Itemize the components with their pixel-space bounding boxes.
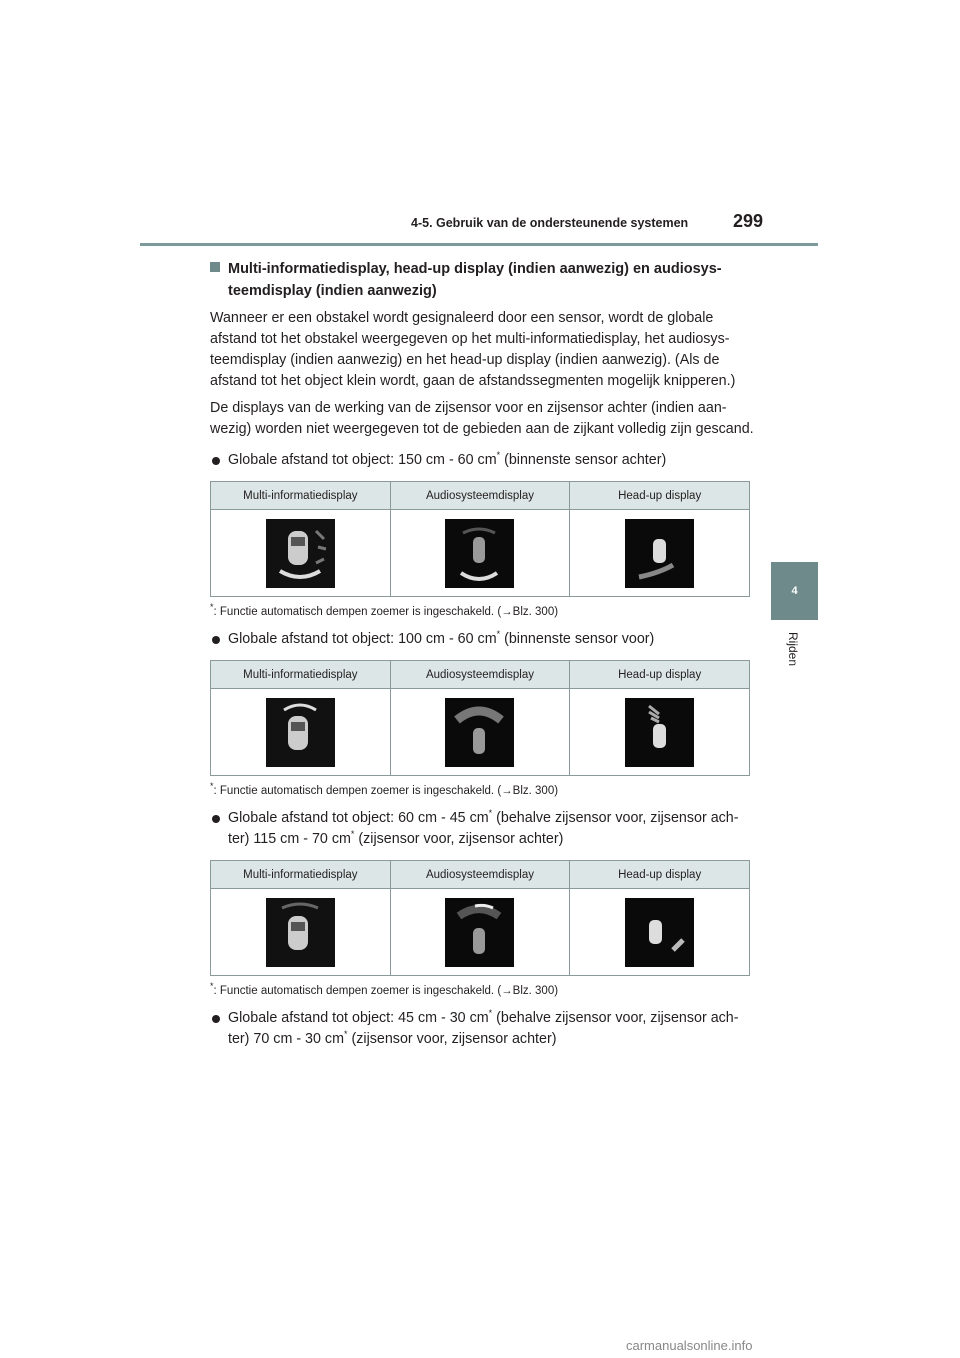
header-rule: [140, 243, 818, 246]
audio-display-illustration: [445, 519, 514, 588]
mid-illustration: [266, 698, 335, 767]
display-table: [210, 860, 750, 976]
mid-illustration: [266, 519, 335, 588]
chapter-tab: 4: [771, 562, 818, 620]
footnote: *: Functie automatisch dempen zoemer is ingeschakeld. (→Blz. 300): [210, 981, 559, 997]
watermark-footer: carmanualsonline.info: [626, 1338, 753, 1353]
square-bullet-icon: [210, 262, 220, 272]
bullet-icon: [212, 457, 220, 465]
column-header: Audiosysteemdisplay: [390, 661, 570, 689]
paragraph: De displays van de werking van de zijsensor voor en zijsensor achter (indien aan-wezig) worden niet weergegeven tot de gebieden aan de zijkant volledig zijn gescand.: [210, 400, 754, 437]
display-table: [210, 660, 750, 776]
section-header: 4-5. Gebruik van de ondersteunende systemen: [411, 216, 689, 230]
column-header: Audiosysteemdisplay: [390, 861, 570, 889]
bullet-icon: [212, 815, 220, 823]
display-table: [210, 481, 750, 597]
distance-item: Globale afstand tot object: 100 cm - 60 cm* (binnenste sensor voor): [210, 629, 755, 650]
hud-illustration: [625, 698, 694, 767]
column-header: Head-up display: [570, 482, 750, 510]
audio-display-illustration: [445, 698, 514, 767]
column-header: Multi-informatiedisplay: [211, 861, 391, 889]
hud-illustration: [625, 519, 694, 588]
column-header: Multi-informatiedisplay: [211, 661, 391, 689]
section-heading: [210, 258, 755, 302]
footnote: *: Functie automatisch dempen zoemer is ingeschakeld. (→Blz. 300): [210, 602, 559, 618]
bullet-icon: [212, 636, 220, 644]
column-header: Head-up display: [570, 861, 750, 889]
distance-item: Globale afstand tot object: 150 cm - 60 cm* (binnenste sensor achter): [210, 450, 755, 471]
heading-text: Multi-informatiedisplay, head-up display (indien aanwezig) en audiosys-teemdisplay (indien aanwezig): [228, 261, 722, 299]
column-header: Multi-informatiedisplay: [211, 482, 391, 510]
mid-illustration: [266, 898, 335, 967]
page-content: [210, 258, 755, 1050]
paragraph: Wanneer er een obstakel wordt gesignaleerd door een sensor, wordt de globale afstand tot het obstakel weergegeven op het multi-informatiedisplay, het audiosys-teemdisplay (indien aanwezig) en het head-up display (indien aanwezig). (Als de afstand tot het object klein wordt, gaan de afstandssegmenten mogelijk knipperen.): [210, 310, 736, 389]
chapter-label: Rijden: [786, 632, 800, 667]
column-header: Head-up display: [570, 661, 750, 689]
audio-display-illustration: [445, 898, 514, 967]
footnote: *: Functie automatisch dempen zoemer is ingeschakeld. (→Blz. 300): [210, 781, 559, 797]
distance-item: Globale afstand tot object: 60 cm - 45 cm* (behalve zijsensor voor, zijsensor ach-ter) 115 cm - 70 cm* (zijsensor voor, zijsensor achter): [210, 808, 755, 850]
distance-item: Globale afstand tot object: 45 cm - 30 cm* (behalve zijsensor voor, zijsensor ach-ter) 70 cm - 30 cm* (zijsensor voor, zijsensor achter): [210, 1008, 755, 1050]
hud-illustration: [625, 898, 694, 967]
bullet-icon: [212, 1015, 220, 1023]
page-number: 299: [733, 211, 764, 231]
column-header: Audiosysteemdisplay: [390, 482, 570, 510]
